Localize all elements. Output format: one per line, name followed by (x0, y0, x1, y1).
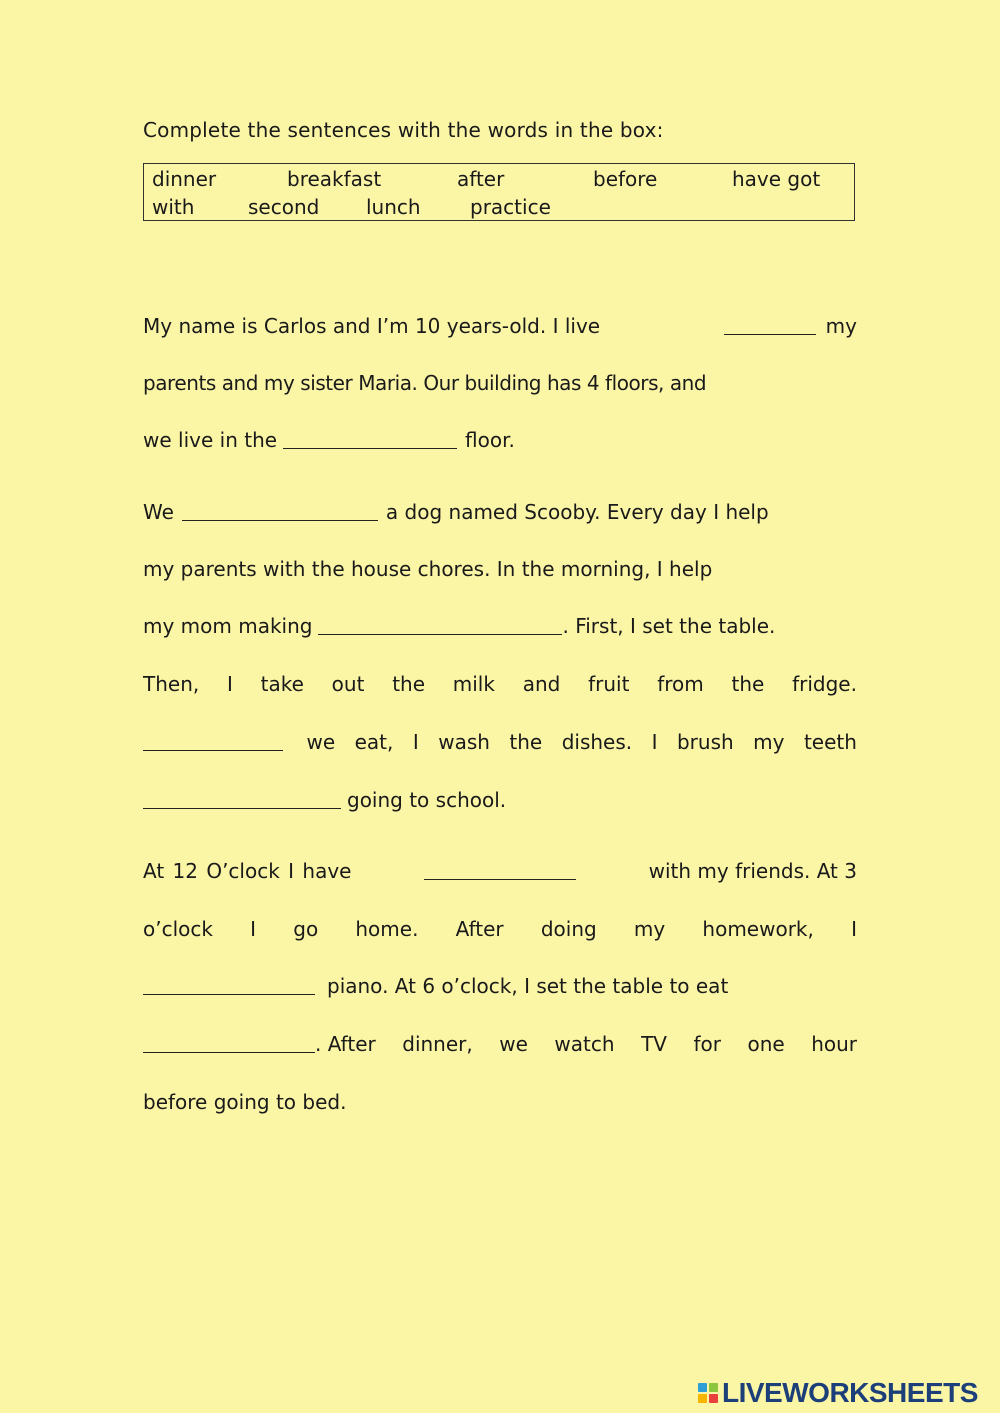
word: . After (315, 1032, 376, 1056)
word: I (851, 917, 857, 941)
word-after: after (457, 167, 505, 191)
word-have-got: have got (732, 167, 821, 191)
blank-lunch[interactable] (424, 863, 576, 880)
word: I (412, 730, 419, 754)
word-second: second (248, 195, 320, 219)
word-before: before (593, 167, 658, 191)
text: with my friends. At 3 (648, 859, 857, 883)
word: fridge. (792, 672, 857, 696)
word: milk (452, 672, 495, 696)
logo-block (709, 1383, 718, 1392)
text: At 12 O’clock I have (143, 859, 352, 883)
text: My name is Carlos and I’m 10 years-old. I live (143, 314, 601, 338)
word: I (250, 917, 257, 941)
word: one (747, 1032, 785, 1056)
text: piano. At 6 o’clock, I set the table to eat (327, 974, 729, 998)
logo-block (709, 1394, 718, 1403)
word: After (455, 917, 504, 941)
p1-line-1 (143, 311, 857, 341)
logo-block (698, 1394, 707, 1403)
blank-have-got[interactable] (182, 504, 378, 521)
blank-after[interactable] (143, 734, 283, 751)
text: a dog named Scooby. Every day I help (385, 500, 769, 524)
blank-dinner[interactable] (143, 1036, 315, 1053)
text: floor. (465, 428, 515, 452)
p2-line-1 (143, 497, 857, 527)
blank-second[interactable] (283, 432, 457, 449)
word: go (293, 917, 319, 941)
p3-line-3 (143, 971, 857, 1001)
word: hour (811, 1032, 857, 1056)
text: We (143, 500, 174, 524)
instruction: Complete the sentences with the words in the box: (143, 118, 664, 142)
p1-line-3 (143, 425, 857, 455)
p3-line-5 (143, 1087, 857, 1117)
text: my (825, 314, 857, 338)
text: . First, I set the table. (562, 614, 776, 638)
word: Then, (143, 672, 200, 696)
word: fruit (588, 672, 630, 696)
p2-line-3 (143, 611, 857, 641)
p2-line-4 (143, 669, 857, 699)
text: before going to bed. (143, 1090, 347, 1114)
logo-blocks-icon (698, 1383, 718, 1403)
text: parents and my sister Maria. Our building has 4 floors, and (143, 371, 707, 395)
word: we (306, 730, 336, 754)
p2-line-6 (143, 785, 857, 815)
word: brush (676, 730, 734, 754)
word-dinner: dinner (152, 167, 217, 191)
word: take (260, 672, 304, 696)
word: doing (540, 917, 597, 941)
word: teeth (803, 730, 857, 754)
text: going to school. (347, 788, 507, 812)
blank-breakfast[interactable] (318, 618, 562, 635)
text: my parents with the house chores. In the morning, I help (143, 557, 713, 581)
word: I (651, 730, 658, 754)
word: homework, (702, 917, 814, 941)
p2-line-2 (143, 554, 857, 584)
word: from (657, 672, 704, 696)
liveworksheets-logo (698, 1378, 978, 1408)
p3-line-4 (143, 1029, 857, 1059)
word: eat, (354, 730, 394, 754)
p1-line-2 (143, 368, 857, 398)
word: and (522, 672, 561, 696)
word: I (226, 672, 233, 696)
word-box (143, 163, 855, 221)
blank-practice[interactable] (143, 978, 315, 995)
word: for (693, 1032, 721, 1056)
word: watch (554, 1032, 615, 1056)
word: TV (641, 1032, 667, 1056)
logo-block (698, 1383, 707, 1392)
word: dinner, (402, 1032, 473, 1056)
word-lunch: lunch (366, 195, 421, 219)
word: my (753, 730, 785, 754)
blank-before[interactable] (143, 792, 341, 809)
word: out (331, 672, 365, 696)
text: we live in the (143, 428, 278, 452)
word: the (509, 730, 543, 754)
text: my mom making (143, 614, 313, 638)
word-practice: practice (470, 195, 551, 219)
word: my (633, 917, 666, 941)
word: home. (355, 917, 419, 941)
word: wash (438, 730, 490, 754)
p2-line-5 (143, 727, 857, 757)
word-with: with (152, 195, 195, 219)
word: o’clock (143, 917, 213, 941)
word: dishes. (561, 730, 633, 754)
word: we (499, 1032, 528, 1056)
logo-text: LIVEWORKSHEETS (722, 1377, 978, 1408)
word: the (392, 672, 426, 696)
p3-line-2 (143, 914, 857, 944)
blank-with[interactable] (724, 318, 816, 335)
word-breakfast: breakfast (287, 167, 382, 191)
p3-line-1 (143, 856, 857, 886)
word: the (731, 672, 765, 696)
